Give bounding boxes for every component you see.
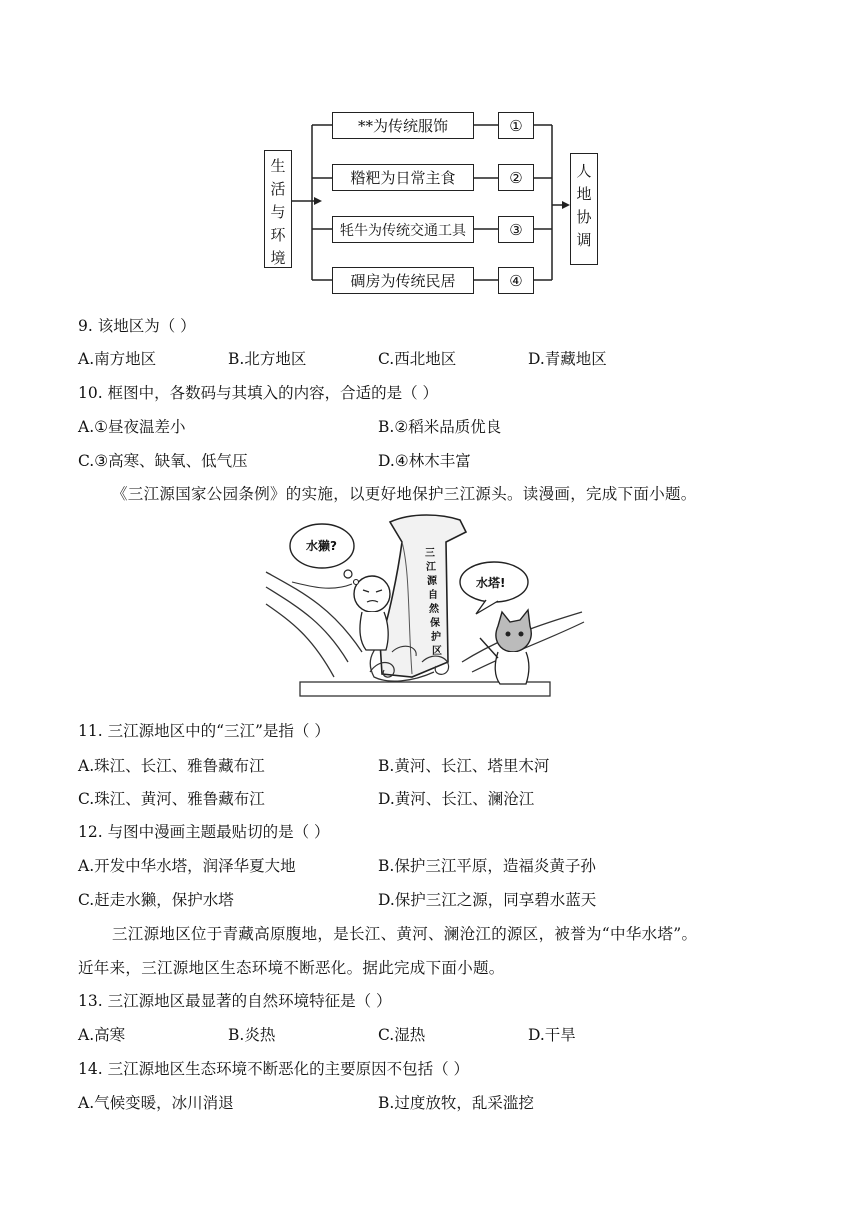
diagram-row-4-text: 碉房为传统民居 — [332, 267, 474, 294]
diagram-row-1-num: ① — [498, 112, 534, 139]
q13-option-b[interactable]: B.炎热 — [228, 1026, 276, 1044]
sign-char: 保 — [430, 618, 440, 629]
sign-char: 源 — [427, 576, 437, 587]
diagram-row-3-num: ③ — [498, 216, 534, 243]
diagram-row-1-text: **为传统服饰 — [332, 112, 474, 139]
right-speech-bubble — [460, 562, 528, 614]
q11-option-a[interactable]: A.珠江、长江、雅鲁藏布江 — [78, 757, 265, 775]
q14-option-a[interactable]: A.气候变暖，冰川消退 — [78, 1094, 234, 1112]
q13-option-d[interactable]: D.干旱 — [528, 1026, 576, 1044]
q9-option-c[interactable]: C.西北地区 — [378, 350, 457, 368]
q11-option-d[interactable]: D.黄河、长江、澜沧江 — [378, 790, 535, 808]
left-label-char: 境 — [270, 249, 286, 267]
q13-stem: 13. 三江源地区最显著的自然环境特征是（ ） — [78, 992, 392, 1010]
left-label-char: 活 — [270, 180, 286, 198]
q9-option-b[interactable]: B.北方地区 — [228, 350, 307, 368]
right-label-char: 协 — [576, 208, 592, 226]
intro-paragraph-2-line-1: 三江源地区位于青藏高原腹地，是长江、黄河、澜沧江的源区，被誉为“中华水塔”。 — [112, 925, 698, 943]
left-label-char: 与 — [270, 203, 286, 221]
diagram-row-2-num: ② — [498, 164, 534, 191]
q13-option-c[interactable]: C.湿热 — [378, 1026, 426, 1044]
q9-option-d[interactable]: D.青藏地区 — [528, 350, 607, 368]
q14-stem: 14. 三江源地区生态环境不断恶化的主要原因不包括（ ） — [78, 1060, 470, 1078]
diagram-row-4-num: ④ — [498, 267, 534, 294]
sign-char: 三 — [425, 548, 435, 559]
left-label-char: 生 — [270, 157, 286, 175]
q13-option-a[interactable]: A.高寒 — [78, 1026, 126, 1044]
q11-stem: 11. 三江源地区中的“三江”是指（ ） — [78, 722, 330, 740]
q9-option-a[interactable]: A.南方地区 — [78, 350, 157, 368]
q14-option-b[interactable]: B.过度放牧，乱采滥挖 — [378, 1094, 534, 1112]
q10-option-c[interactable]: C.③高寒、缺氧、低气压 — [78, 452, 248, 470]
right-label-char: 人 — [576, 162, 592, 180]
diagram-row-3-text: 牦牛为传统交通工具 — [332, 216, 474, 243]
life-environment-diagram — [262, 108, 602, 298]
q10-option-a[interactable]: A.①昼夜温差小 — [78, 418, 186, 436]
left-cartoon-character — [354, 576, 390, 650]
three-river-source-cartoon — [262, 512, 588, 707]
q12-option-b[interactable]: B.保护三江平原，造福炎黄子孙 — [378, 857, 596, 875]
life-environment-box — [264, 150, 292, 268]
right-label-char: 调 — [576, 231, 592, 249]
diagram-row-2-text: 糌粑为日常主食 — [332, 164, 474, 191]
sign-char: 区 — [432, 646, 442, 657]
human-land-harmony-box — [570, 153, 598, 265]
bubble-left-text: 水獭? — [306, 539, 337, 553]
left-speech-bubble — [290, 524, 359, 585]
right-label-char: 地 — [576, 185, 592, 203]
q12-stem: 12. 与图中漫画主题最贴切的是（ ） — [78, 823, 330, 841]
q12-option-c[interactable]: C.赶走水獭，保护水塔 — [78, 891, 234, 909]
sign-char: 自 — [428, 590, 438, 601]
q10-stem: 10. 框图中，各数码与其填入的内容，合适的是（ ） — [78, 384, 439, 402]
left-label-char: 环 — [270, 226, 286, 244]
q11-option-c[interactable]: C.珠江、黄河、雅鲁藏布江 — [78, 790, 265, 808]
intro-paragraph-2-line-2: 近年来，三江源地区生态环境不断恶化。据此完成下面小题。 — [78, 959, 505, 977]
q9-stem: 9. 该地区为（ ） — [78, 317, 196, 335]
right-cartoon-cat — [480, 610, 531, 684]
q12-option-d[interactable]: D.保护三江之源，同享碧水蓝天 — [378, 891, 597, 909]
sign-char: 护 — [431, 632, 441, 643]
q10-option-d[interactable]: D.④林木丰富 — [378, 452, 471, 470]
sign-char: 江 — [426, 562, 436, 573]
intro-paragraph-1: 《三江源国家公园条例》的实施，以更好地保护三江源头。读漫画，完成下面小题。 — [112, 485, 697, 503]
q12-option-a[interactable]: A.开发中华水塔，润泽华夏大地 — [78, 857, 296, 875]
q11-option-b[interactable]: B.黄河、长江、塔里木河 — [378, 757, 550, 775]
q10-option-b[interactable]: B.②稻米品质优良 — [378, 418, 502, 436]
sign-char: 然 — [429, 604, 439, 615]
bubble-right-text: 水塔! — [476, 576, 506, 590]
